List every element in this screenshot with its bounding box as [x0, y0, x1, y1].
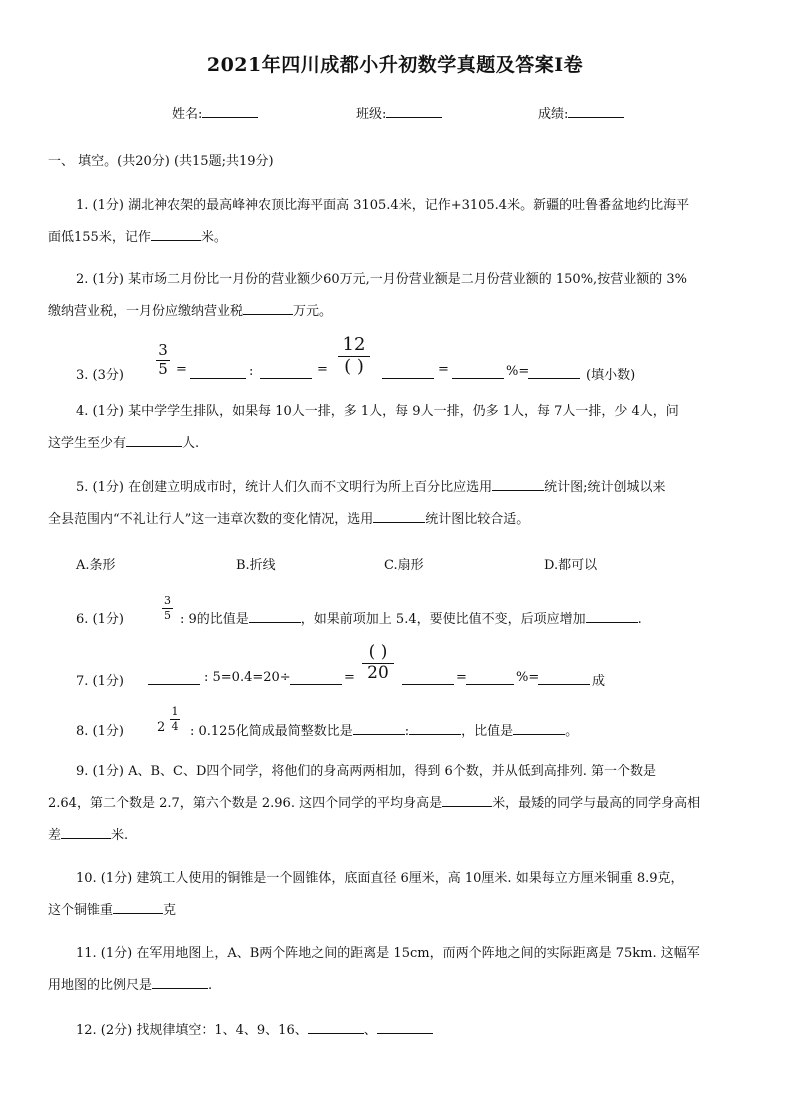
q3-prefix: 3. (3分): [76, 368, 124, 383]
q6-frac-num: 3: [164, 594, 171, 607]
score-label: 成绩:: [538, 107, 569, 122]
q8-text-1: : 0.125化简成最简整数比是: [190, 724, 353, 739]
q2-line1: 2. (1分) 某市场二月份比一月份的营业额少60万元,一月份营业额是二月份营业额的 150%,按营业额的 3%: [76, 272, 687, 287]
q3-blank-4[interactable]: [452, 364, 504, 379]
q7-eq1: =: [344, 670, 355, 685]
q3-eq2: =: [317, 362, 328, 377]
question-2: [48, 264, 748, 328]
q8-text: [190, 720, 578, 739]
q3-blank-3[interactable]: [382, 364, 434, 379]
q9-text-1: 2.64，第二个数是 2.7，第六个数是 2.96. 这四个同学的平均身高是: [48, 796, 443, 811]
q8-blank-2[interactable]: [409, 720, 461, 735]
q12-blank-2[interactable]: [377, 1019, 433, 1034]
question-10: [48, 863, 748, 927]
q11-answer-blank[interactable]: [152, 974, 208, 989]
q8-colon: :: [404, 724, 410, 739]
q4-unit: 人.: [182, 436, 200, 451]
section-heading: 一、 填空。(共20分) (共15题;共19分): [48, 154, 274, 169]
q5-option-a[interactable]: A.条形: [76, 558, 116, 573]
q2-answer-blank[interactable]: [243, 300, 293, 315]
name-blank[interactable]: [202, 103, 258, 118]
class-field[interactable]: [356, 103, 442, 122]
q8-text-3: 。: [565, 724, 579, 739]
q3-frac-num: 3: [158, 341, 168, 359]
q7-blank-3[interactable]: [402, 670, 454, 685]
q11-line1: 11. (1分) 在军用地图上，A、B两个阵地之间的距离是 15cm，而两个阵地之间的实际距离是 75km. 这幅军: [76, 946, 700, 961]
q1-text: 面低155米，记作: [48, 230, 151, 245]
q7-frac-den: 20: [367, 662, 389, 683]
q4-line2: [48, 428, 748, 460]
q7-frac-num[interactable]: ( ): [368, 642, 388, 662]
q6-fraction: [162, 595, 173, 621]
q4-line1: 4. (1分) 某中学学生排队，如果每 10人一排，多 1人，每 9人一排，仍多 1人，每 7人一排，少 4人，问: [76, 404, 679, 419]
q7-percent: %=: [516, 670, 540, 685]
q6-text: [180, 608, 642, 627]
q3-big-fraction: [338, 336, 370, 377]
q7-fraction: [362, 644, 394, 683]
q5-text-3: 全县范围内“不礼让行人”这一违章次数的变化情况，选用: [48, 512, 374, 527]
q1-line2: [48, 222, 748, 254]
q12-text: 12. (2分) 找规律填空：1、4、9、16、: [76, 1023, 308, 1038]
q3-big-den[interactable]: ( ): [344, 355, 364, 377]
q7-blank-4[interactable]: [466, 670, 514, 685]
q3-colon: :: [249, 364, 254, 379]
q2-line2: [48, 296, 748, 328]
q11-text: 用地图的比例尺是: [48, 978, 153, 993]
question-1: [48, 190, 748, 254]
name-field[interactable]: [172, 103, 258, 122]
q6-frac-den: 5: [164, 608, 171, 622]
q10-line2: [48, 895, 748, 927]
q5-blank-2[interactable]: [373, 508, 425, 523]
q8-blank-1[interactable]: [353, 720, 405, 735]
q7-eq2: =: [456, 670, 467, 685]
page-title: 2021年四川成都小升初数学真题及答案Ⅰ卷: [206, 54, 584, 76]
q3-percent: %=: [506, 364, 530, 379]
q9-line2: [48, 788, 748, 820]
q12-blank-1[interactable]: [308, 1019, 364, 1034]
q3-note: (填小数): [586, 368, 636, 383]
q5-text-2: 统计图;统计创城以来: [544, 480, 666, 495]
q11-line2: [48, 970, 748, 1002]
q3-blank-5[interactable]: [528, 364, 580, 379]
q8-text-2: ，比值是: [461, 724, 514, 739]
q12-separator: 、: [363, 1023, 377, 1038]
q4-answer-blank[interactable]: [126, 432, 182, 447]
q5-option-c[interactable]: C.扇形: [384, 558, 424, 573]
q3-fraction: [156, 343, 170, 378]
q10-text: 这个铜锥重: [48, 903, 114, 918]
q6-text-1: : 9的比值是: [180, 612, 249, 627]
q10-answer-blank[interactable]: [113, 899, 163, 914]
q10-line1: 10. (1分) 建筑工人使用的铜锥是一个圆锥体，底面直径 6厘米，高 10厘米. 如果每立方厘米铜重 8.9克，: [76, 871, 684, 886]
q11-unit: .: [208, 978, 213, 993]
q2-unit: 万元。: [293, 304, 333, 319]
q5-blank-1[interactable]: [492, 476, 544, 491]
score-field[interactable]: [538, 103, 624, 122]
q5-line2: [48, 504, 748, 536]
q8-blank-3[interactable]: [513, 720, 565, 735]
q8-prefix: 8. (1分): [76, 724, 124, 739]
q7-blank-1[interactable]: [148, 670, 200, 685]
q1-unit: 米。: [200, 230, 227, 245]
q9-text-3: 差: [48, 828, 62, 843]
q6-text-3: .: [637, 612, 642, 627]
q7-suffix: 成: [592, 674, 606, 689]
q5-text-4: 统计图比较合适。: [425, 512, 530, 527]
question-9: [48, 756, 748, 852]
q5-option-b[interactable]: B.折线: [236, 558, 276, 573]
question-5: [48, 472, 748, 536]
score-blank[interactable]: [568, 103, 624, 118]
q1-line1: 1. (1分) 湖北神农架的最高峰神农顶比海平面高 3105.4米，记作+3105.4米。新疆的吐鲁番盆地约比海平: [76, 198, 690, 213]
q3-big-num: 12: [342, 334, 366, 355]
question-4: [48, 396, 748, 460]
q9-text-4: 米.: [111, 828, 129, 843]
q9-line1: 9. (1分) A、B、C、D四个同学，将他们的身高两两相加，得到 6个数，并从低到高排列. 第一个数是: [76, 764, 657, 779]
q4-text: 这学生至少有: [48, 436, 127, 451]
q6-blank-2[interactable]: [586, 608, 638, 623]
q3-eq1: =: [176, 362, 187, 377]
q5-line1: [48, 472, 748, 504]
q5-option-d[interactable]: D.都可以: [544, 558, 598, 573]
q9-blank-1[interactable]: [442, 792, 492, 807]
q8-whole: 2: [157, 720, 166, 735]
q2-text: 缴纳营业税，一月份应缴纳营业税: [48, 304, 244, 319]
class-blank[interactable]: [386, 103, 442, 118]
q3-blank-2[interactable]: [260, 364, 312, 379]
q7-blank-2[interactable]: [290, 670, 342, 685]
q10-unit: 克: [163, 903, 177, 918]
q8-fraction: [170, 706, 180, 732]
q7-blank-5[interactable]: [538, 670, 590, 685]
class-label: 班级:: [356, 107, 387, 122]
q6-blank-1[interactable]: [249, 608, 301, 623]
question-12: [76, 1019, 433, 1038]
q9-line3: [48, 820, 748, 852]
q6-prefix: 6. (1分): [76, 612, 124, 627]
q8-frac-num: 1: [171, 705, 179, 718]
q3-blank-1[interactable]: [190, 364, 246, 379]
q3-eq3: =: [438, 362, 449, 377]
q9-blank-2[interactable]: [61, 824, 111, 839]
q5-text-1: 5. (1分) 在创建立明成市时，统计人们久而不文明行为所上百分比应选用: [76, 480, 493, 495]
question-11: [48, 938, 748, 1002]
q7-text-1: : 5=0.4=20÷: [204, 670, 291, 685]
q9-text-2: 米，最矮的同学与最高的同学身高相: [492, 796, 701, 811]
q3-frac-den: 5: [158, 359, 168, 378]
q8-frac-den: 4: [171, 719, 179, 733]
q1-answer-blank[interactable]: [151, 226, 201, 241]
q7-prefix: 7. (1分): [76, 674, 124, 689]
name-label: 姓名:: [172, 107, 203, 122]
q6-text-2: ，如果前项加上 5.4，要使比值不变，后项应增加: [300, 612, 586, 627]
